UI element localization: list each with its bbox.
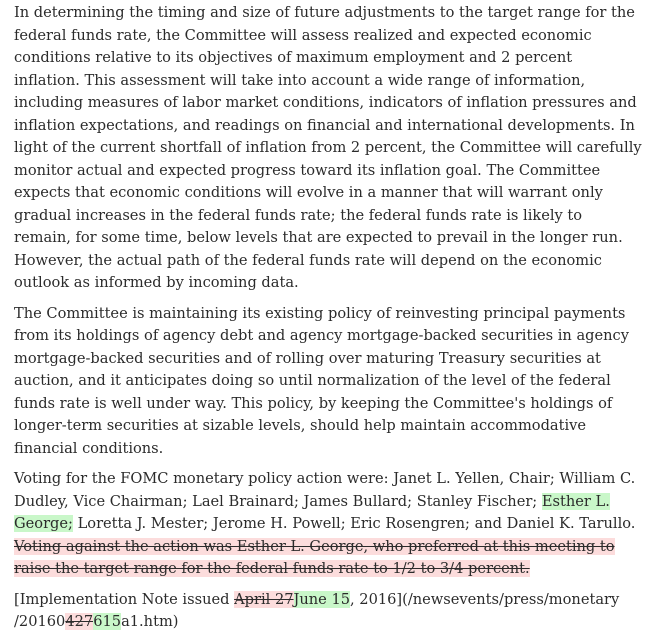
deleted-text: April 27 (234, 590, 294, 608)
text-span: Loretta J. Mester; Jerome H. Powell; Eric Rosengren; and Daniel K. Tarullo. (72, 515, 636, 532)
paragraph-voting-members (14, 468, 642, 581)
text-span: , 2016](/newsevents/press/monetary /20160 (14, 590, 620, 630)
text-span: In determining the timing and size of future adjustments to the target range for the federal funds rate, the Committee will assess realized and expected economic conditions relative to its objectives of maximum employment and 2 percent inflation. This assessment will take into account a wide range of information, including measures of labor market conditions, indicators of inflation pressures and inflation expectations, and readings on financial and international developments. In light of the current shortfall of inflation from 2 percent, the Committee will carefully monitor actual and expected progress toward its inflation goal. The Committee expects that economic conditions will evolve in a manner that will warrant only gradual increases in the federal funds rate; the federal funds rate is likely to remain, for some time, below levels that are expected to prevail in the longer run. However, the actual path of the federal funds rate will depend on the economic outlook as informed by incoming data. (14, 4, 642, 291)
text-span: [Implementation Note issued (14, 590, 235, 608)
paragraph-reinvestment-policy (14, 303, 642, 461)
deleted-text: Voting against the action was Esther L. George, who preferred at this meeting to raise the target range for the federal funds rate to 1/2 to 3/4 percent. (14, 537, 615, 577)
paragraph-implementation-note (14, 589, 642, 634)
inserted-text: Esther L. George; (14, 492, 610, 532)
deleted-text: 427 (65, 613, 94, 630)
text-span: Voting for the FOMC monetary policy action were: Janet L. Yellen, Chair; William C. Dudley, Vice Chairman; Lael Brainard; James Bullard; Stanley Fischer; (14, 470, 636, 510)
document-diff-view (14, 2, 642, 642)
inserted-text: June 15 (293, 590, 351, 608)
inserted-text: 615 (93, 613, 122, 630)
text-span: a1.htm) (121, 613, 179, 630)
paragraph-policy-adjustments (14, 2, 642, 295)
text-span: The Committee is maintaining its existing policy of reinvesting principal payments from its holdings of agency debt and agency mortgage-backed securities in agency mortgage-backed securities and of rolling over maturing Treasury securities at auction, and it anticipates doing so until normalization of the level of the federal funds rate is well under way. This policy, by keeping the Committee's holdings of longer-term securities at sizable levels, should help maintain accommodative financial conditions. (14, 304, 629, 457)
